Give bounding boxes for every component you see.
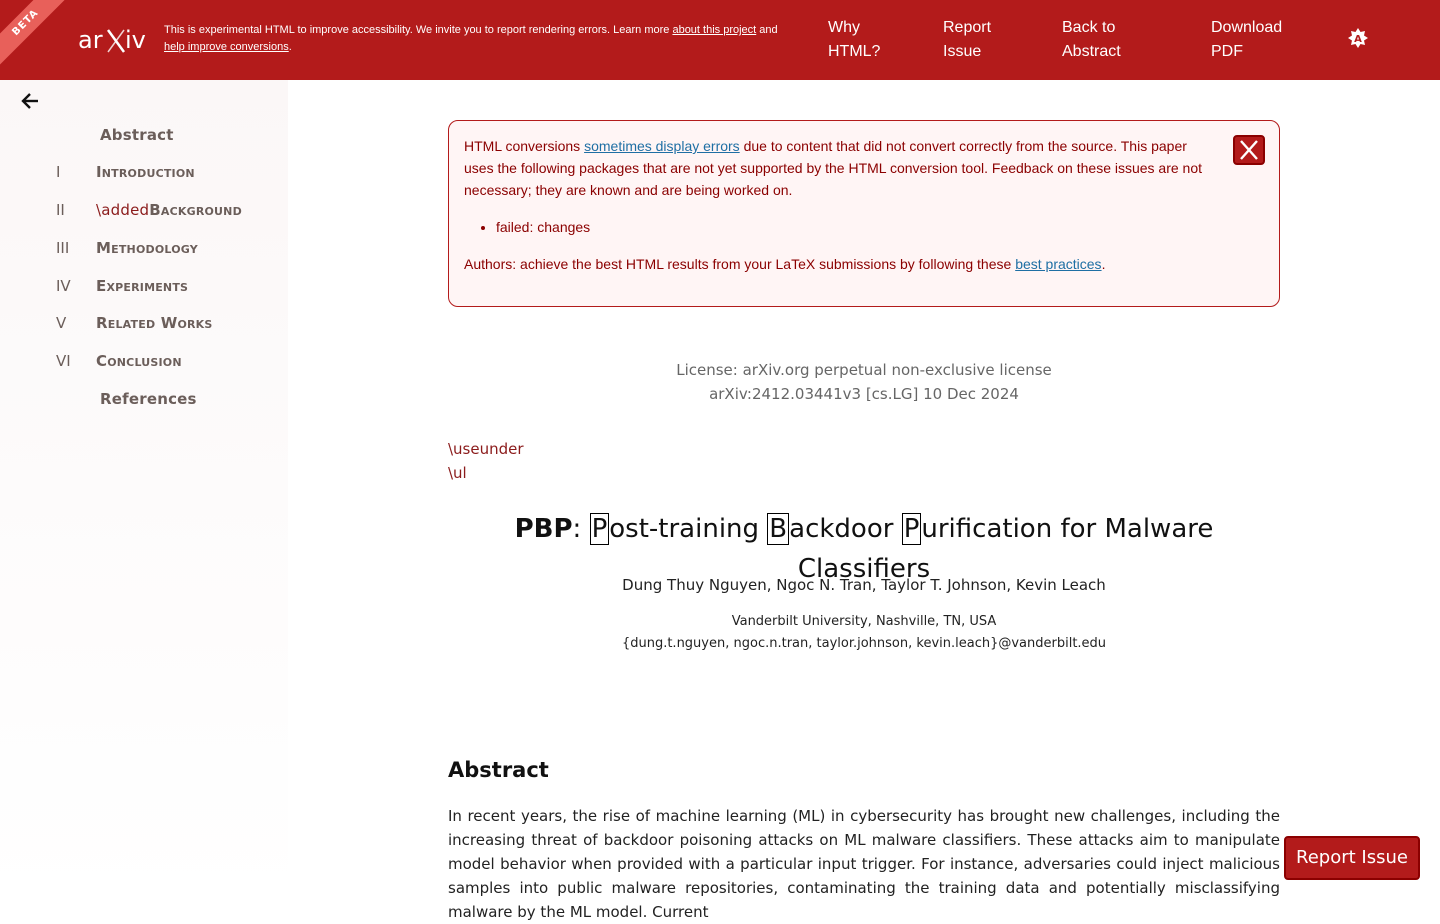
affiliation-text: Vanderbilt University, Nashville, TN, USA [731,614,997,629]
best-practices-link[interactable]: best practices [1015,256,1102,272]
toc-item-label: Introduction [96,163,195,181]
toc-item-related-works[interactable] [0,312,288,338]
license-text: License: arXiv.org perpetual non-exclusive license [676,361,1052,379]
svg-text:ar: ar [78,26,103,54]
author-emails: {dung.t.nguyen, ngoc.n.tran, taylor.johnson, kevin.leach}@vanderbilt.edu [621,636,1107,651]
theme-toggle-button[interactable] [1348,28,1368,48]
authors-advice-end: . [1101,256,1106,272]
warning-text-2: due to content that did not convert correctly from the source. This paper uses the following packages that are not yet supported by the HTML conversion tool. Feedback on these issues are not necessary; they are known and are being worked on. [464,138,1203,198]
title-part: urification for Malware Classifiers [797,514,1214,584]
paper-authors: Dung Thuy Nguyen, Ngoc N. Tran, Taylor T. Johnson, Kevin Leach [622,576,1106,594]
toc-item-number: IV [56,277,71,295]
toc-item-label: Background [149,201,242,219]
arrow-left-icon [20,90,42,112]
title-acronym: PBP [514,514,573,544]
toc-item-references[interactable] [0,388,288,414]
title-boxed-letter: P [903,514,920,544]
nav-why-html[interactable]: Why HTML? [828,19,881,60]
nav-report-issue[interactable]: Report Issue [943,19,992,60]
notice-end: . [288,41,292,53]
notice-text: This is experimental HTML to improve accessibility. We invite you to report rendering errors. Learn more [164,24,670,36]
abstract-text: In recent years, the rise of machine learning (ML) in cybersecurity has brought new challenges, including the increasing threat of backdoor poisoning attacks on ML malware classifiers. These attacks aim to manipulate model behavior when provided with a particular input trigger. For instance, adversaries could inject malicious samples into public malware repositories, contaminating the training data and potentially misclassifying malware by the ML model. Current [448,807,1280,921]
arxiv-logo[interactable] [78,24,152,58]
title-part: ackdoor [789,514,902,544]
nav-back-to-abstract[interactable]: Back to Abstract [1062,19,1121,60]
arxiv-logo-icon [78,24,152,58]
toc-item-label: Conclusion [96,352,182,370]
toc-item-label-wrap [96,201,242,219]
arxiv-id: arXiv:2412.03441v3 [cs.LG] 10 Dec 2024 [709,385,1019,403]
title-colon: : [572,514,590,544]
toc-item-number: I [56,163,61,181]
toc-item-conclusion[interactable] [0,350,288,376]
latex-macros [448,437,524,485]
toc-item-label: Related Works [96,314,213,332]
toc-item-number: VI [56,352,71,370]
license-block [448,358,1280,406]
abstract-heading: Abstract [448,758,549,782]
report-issue-button[interactable]: Report Issue [1284,836,1420,880]
warning-text-1: HTML conversions [464,138,581,154]
toc-item-abstract[interactable] [0,124,288,150]
toc-item-background[interactable] [0,199,288,225]
nav-download-pdf[interactable]: Download PDF [1211,19,1283,60]
failed-package-item: • failed: changes [496,216,1215,238]
author-affiliation [448,611,1280,655]
help-improve-link[interactable]: help improve conversions [164,41,289,53]
svg-text:iv: iv [125,26,146,54]
toc-item-methodology[interactable] [0,237,288,263]
toc-item-experiments[interactable] [0,275,288,301]
title-boxed-letter: B [769,514,788,544]
toc-item-label: References [100,390,197,408]
theme-toggle-icon [1348,28,1368,48]
toc-sidebar [0,80,288,900]
title-boxed-letter: P [591,514,608,544]
toc-item-number: V [56,314,67,332]
authors-advice-text: Authors: achieve the best HTML results from your LaTeX submissions by following these [464,256,1012,272]
notice-and: and [759,24,778,36]
toc-added-macro: \added [96,201,150,219]
top-header [0,0,1440,80]
display-errors-link[interactable]: sometimes display errors [584,138,740,154]
title-part: ost-training [609,514,768,544]
svg-text:A: A [1354,34,1362,45]
warning-paragraph [464,135,1215,201]
beta-corner [0,0,80,80]
toc-item-label: Abstract [100,126,174,144]
macro-useunder: \useunder [448,440,524,458]
failed-packages-list [496,216,1215,238]
toc-item-number: II [56,201,65,219]
toc-item-number: III [56,239,70,257]
experimental-notice [164,22,804,56]
collapse-sidebar-button[interactable] [20,90,42,112]
about-project-link[interactable]: about this project [672,24,757,36]
macro-ul: \ul [448,464,467,482]
toc-item-label: Methodology [96,239,198,257]
authors-advice [464,253,1215,275]
close-warning-button[interactable] [1233,135,1265,165]
close-icon [1235,137,1263,163]
beta-badge: BETA [0,0,76,73]
toc-item-label: Experiments [96,277,189,295]
toc-item-introduction[interactable] [0,161,288,187]
conversion-warning-box [448,120,1280,307]
